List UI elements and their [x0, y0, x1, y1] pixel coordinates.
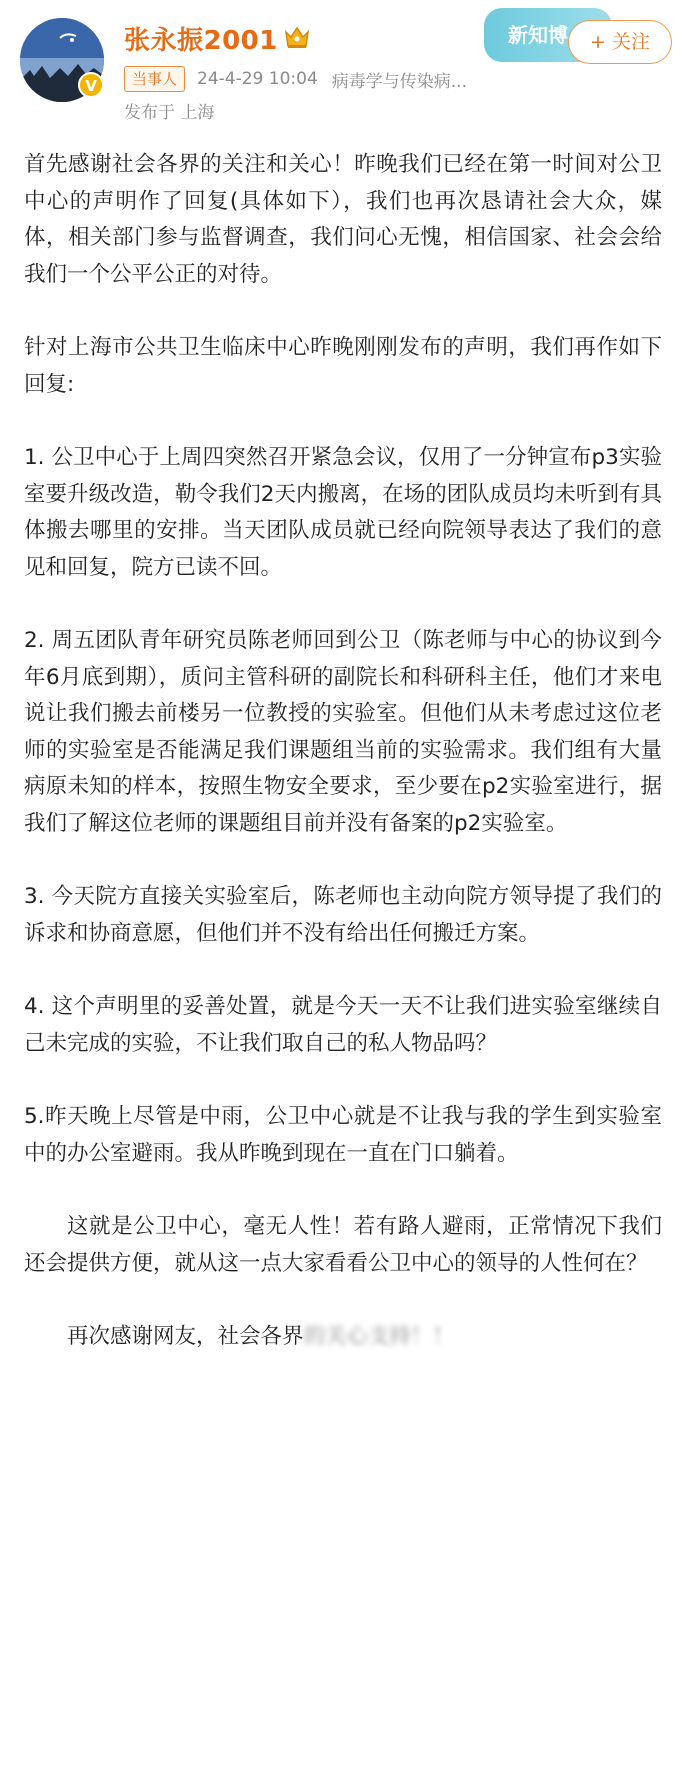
closing-line — [24, 1319, 662, 1356]
verified-badge: V — [78, 72, 104, 98]
follow-button[interactable]: + 关注 — [568, 20, 672, 64]
post-location: 发布于 上海 — [124, 103, 215, 123]
gold-crown-icon — [283, 24, 311, 50]
post-content — [24, 147, 662, 1393]
paragraph: 3. 今天院方直接关实验室后，陈老师也主动向院方领导提了我们的诉求和协商意愿，但他们并不没有给出任何搬迁方案。 — [24, 884, 662, 946]
closing-text-faded: 的关心支持！！ — [303, 1324, 455, 1349]
paragraph: 4. 这个声明里的妥善处置，就是今天一天不让我们进实验室继续自己未完成的实验，不让我们取自己的私人物品吗？ — [24, 994, 662, 1056]
closing-text: 再次感谢网友，社会各界 — [67, 1324, 304, 1349]
post-time: 24-4-29 10:04 — [197, 69, 318, 89]
paragraph: 这就是公卫中心，毫无人性！若有路人避雨，正常情况下我们还会提供方便，就从这一点大家看看公卫中心的领导的人性何在？ — [24, 1214, 662, 1276]
post-header — [0, 0, 690, 130]
role-tag: 当事人 — [124, 66, 185, 92]
author-category: 病毒学与传染病... — [331, 71, 467, 92]
paragraph: 2. 周五团队青年研究员陈老师回到公卫（陈老师与中心的协议到今年6月底到期），质问主管科研的副院长和科研科主任，他们才来电说让我们搬去前楼另一位教授的实验室。但他们从未考虑过这位老师的实验室是否能满足我们课题组当前的实验需求。我们组有大量病原未知的样本，按照生物安全要求，至少要在p2实验室进行，据我们了解这位老师的课题组目前并没有备案的p2实验室。 — [24, 628, 662, 836]
post-meta — [124, 66, 467, 92]
paragraph: 针对上海市公共卫生临床中心昨晚刚刚发布的声明，我们再作如下回复: — [24, 335, 662, 397]
topic-sticker[interactable]: 新知博 — [484, 8, 612, 62]
paragraph: 1. 公卫中心于上周四突然召开紧急会议，仅用了一分钟宣布p3实验室要升级改造，勒令我们2天内搬离，在场的团队成员均未听到有具体搬去哪里的安排。当天团队成员就已经向院领导表达了我们的意见和回复，院方已读不回。 — [24, 445, 662, 580]
paragraph: 5.昨天晚上尽管是中雨，公卫中心就是不让我与我的学生到实验室中的办公室避雨。我从昨晚到现在一直在门口躺着。 — [24, 1104, 662, 1166]
author-name[interactable]: 张永振2001 — [124, 26, 278, 56]
paragraph: 首先感谢社会各界的关注和关心！昨晚我们已经在第一时间对公卫中心的声明作了回复(具体如下），我们也再次恳请社会大众，媒体，相关部门参与监督调查，我们问心无愧，相信国家、社会会给我们一个公平公正的对待。 — [24, 152, 662, 287]
